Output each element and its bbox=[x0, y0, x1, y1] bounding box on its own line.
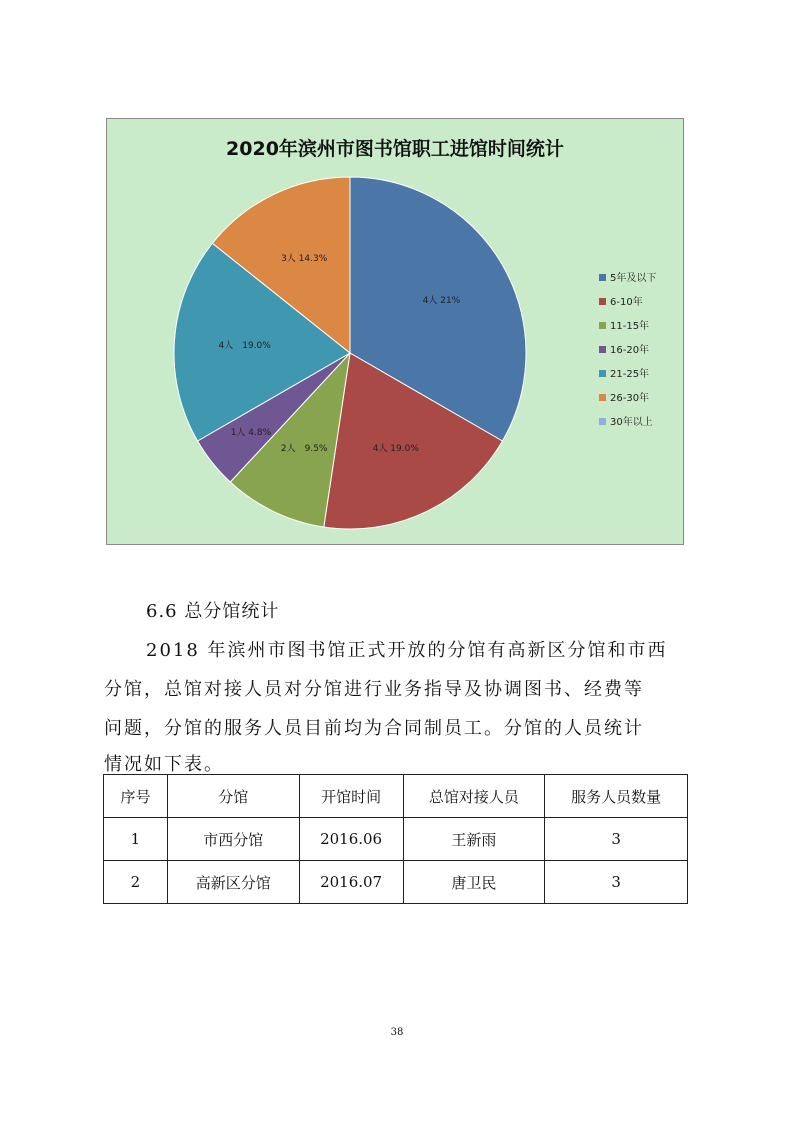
legend-label: 6-10年 bbox=[610, 297, 643, 308]
table-cell: 唐卫民 bbox=[403, 861, 545, 904]
table-header-cell: 总馆对接人员 bbox=[403, 775, 545, 818]
slice-data-label: 4人 21% bbox=[422, 296, 461, 307]
legend-label: 16-20年 bbox=[610, 345, 650, 356]
slice-data-label: 4人 19.0% bbox=[218, 341, 271, 352]
table-header-cell: 服务人员数量 bbox=[545, 775, 688, 818]
slice-data-label: 3人 14.3% bbox=[281, 253, 328, 264]
legend-swatch bbox=[599, 418, 606, 425]
branch-table bbox=[103, 774, 688, 904]
table-header-cell: 序号 bbox=[104, 775, 168, 818]
legend-swatch bbox=[599, 346, 606, 353]
table-header-row bbox=[104, 775, 688, 818]
table-header-cell: 开馆时间 bbox=[299, 775, 403, 818]
legend-label: 30年以上 bbox=[610, 417, 653, 428]
pie-slices bbox=[174, 177, 526, 529]
legend-label: 5年及以下 bbox=[610, 273, 657, 284]
legend-label: 11-15年 bbox=[610, 321, 650, 332]
table-row bbox=[104, 818, 688, 861]
paragraph-line: 情况如下表。 bbox=[104, 754, 224, 775]
table-cell: 市西分馆 bbox=[167, 818, 299, 861]
paragraph-line: 2018 年滨州市图书馆正式开放的分馆有高新区分馆和市西 bbox=[146, 640, 668, 661]
legend-swatch bbox=[599, 298, 606, 305]
legend-swatch bbox=[599, 274, 606, 281]
table-cell: 王新雨 bbox=[403, 818, 545, 861]
pie-chart bbox=[106, 118, 684, 545]
legend-swatch bbox=[599, 370, 606, 377]
slice-data-label: 4人 19.0% bbox=[372, 444, 419, 455]
slice-data-label: 1人 4.8% bbox=[230, 428, 272, 439]
table-cell: 3 bbox=[545, 818, 688, 861]
table-row bbox=[104, 861, 688, 904]
table-cell: 1 bbox=[104, 818, 168, 861]
pie-chart-svg bbox=[107, 119, 683, 544]
chart-legend bbox=[599, 271, 656, 428]
legend-swatch bbox=[599, 322, 606, 329]
legend-swatch bbox=[599, 394, 606, 401]
table-cell: 3 bbox=[545, 861, 688, 904]
table-cell: 2016.07 bbox=[299, 861, 403, 904]
page-number: 38 bbox=[390, 1027, 404, 1038]
legend-label: 26-30年 bbox=[610, 393, 650, 404]
table-cell: 2016.06 bbox=[299, 818, 403, 861]
paragraph-line: 问题，分馆的服务人员目前均为合同制员工。分馆的人员统计 bbox=[104, 718, 644, 739]
legend-label: 21-25年 bbox=[610, 369, 650, 380]
section-heading: 6.6 总分馆统计 bbox=[146, 601, 280, 622]
table-header-cell: 分馆 bbox=[167, 775, 299, 818]
table-cell: 2 bbox=[104, 861, 168, 904]
chart-title: 2020年滨州市图书馆职工进馆时间统计 bbox=[226, 138, 564, 160]
table-cell: 高新区分馆 bbox=[167, 861, 299, 904]
slice-data-label: 2人 9.5% bbox=[280, 444, 328, 455]
paragraph-line: 分馆，总馆对接人员对分馆进行业务指导及协调图书、经费等 bbox=[104, 679, 644, 700]
